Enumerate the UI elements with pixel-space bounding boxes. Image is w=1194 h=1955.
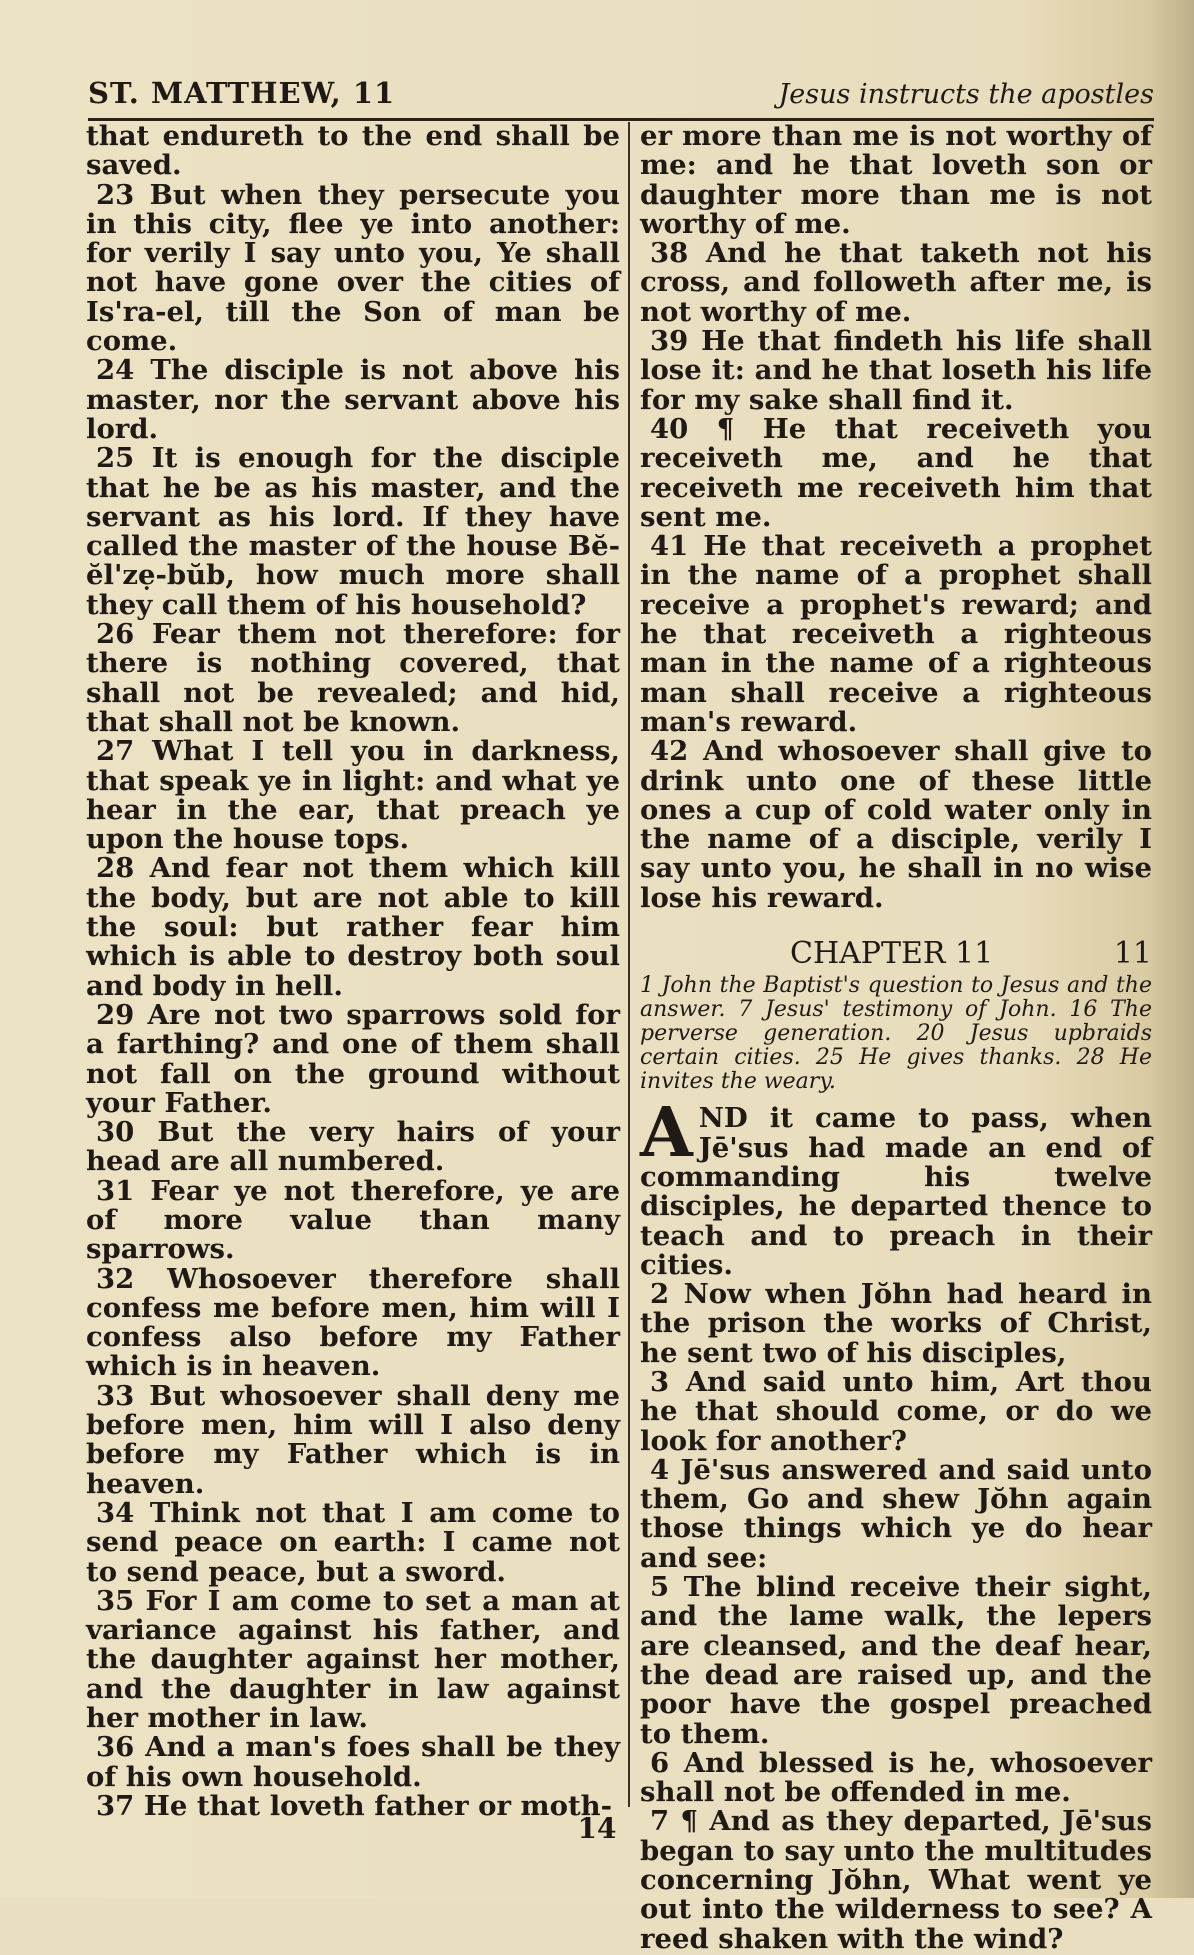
verse-text: It is enough for the disciple that he be as his master, and the servant as his lord. If they have called the master of the house Bĕ-ĕl'zẹ-bŭb, how much more shall they call them of his household? (86, 442, 621, 621)
verse-text: And said unto him, Art thou he that should come, or do we look for another? (640, 1365, 1152, 1457)
verse-number: 36 (96, 1731, 146, 1764)
left-column (86, 120, 621, 1822)
verse-number: 25 (96, 442, 152, 475)
left-verse (86, 1379, 621, 1500)
verse-number: 29 (96, 998, 148, 1031)
verse-number: 35 (96, 1584, 146, 1617)
verse-1 (640, 1093, 1152, 1281)
verse-number: 39 (650, 325, 702, 358)
verse-text: The disciple is not above his master, nor the servant above his lord. (86, 354, 620, 445)
left-verse (86, 737, 620, 854)
right-verse (640, 122, 1152, 239)
verse-text: And he that taketh not his cross, and followeth after me, is not worthy of me. (640, 237, 1152, 328)
left-verse (86, 1262, 620, 1383)
right-column (640, 120, 1152, 1955)
chapter-verse (640, 1746, 1152, 1809)
verse-number: 37 (96, 1789, 144, 1822)
right-verse (640, 532, 1152, 737)
verse-number: 4 (650, 1453, 681, 1486)
verse-number: 2 (650, 1278, 684, 1311)
verse-text: And whosoever shall give to drink unto one of these little ones a cup of cold water only in the name of a disciple, verily I say unto you, he shall in no wise lose his reward. (640, 735, 1152, 914)
right-verse (640, 737, 1152, 913)
verse-text: And fear not them which kill the body, but are not able to kill the soul: but rather fear him which is able to destroy both soul and body in hell. (86, 852, 621, 1002)
verse-number: 31 (96, 1174, 151, 1207)
chapter-verse (640, 1365, 1152, 1457)
verse-number: 6 (650, 1746, 684, 1779)
verse-text: that endureth to the end shall be saved. (86, 120, 620, 182)
verse-text: Fear them not therefore: for there is nothing covered, that shall not be revealed; and hid, that shall not be known. (86, 618, 620, 738)
verse-text: But the very hairs of your head are all numbered. (86, 1116, 620, 1178)
verse-text: Jē'sus answered and said unto them, Go and shew Jŏhn again those things which ye do hear and see: (640, 1453, 1152, 1574)
right-verse (640, 327, 1152, 415)
right-column-verses (640, 122, 1152, 913)
left-verse (86, 122, 620, 181)
left-verse (86, 356, 620, 444)
chapter-verse (640, 1453, 1152, 1574)
chapter-heading (640, 936, 1152, 972)
verse-text: The blind receive their sight, and the lame walk, the lepers are cleansed, and the deaf hear, the dead are raised up, and the poor have the gospel preached to them. (640, 1571, 1152, 1750)
left-verse (86, 1584, 620, 1735)
page-number: 14 (577, 1812, 617, 1845)
verse-number: 3 (650, 1365, 686, 1398)
verse-number: 28 (96, 852, 150, 885)
verse-text: He that loveth father or moth- (143, 1789, 613, 1822)
right-verse (640, 412, 1152, 533)
verse-number: 42 (650, 735, 703, 768)
verse-number: 26 (96, 618, 152, 651)
verse-number: 32 (96, 1262, 168, 1295)
running-head: ST. MATTHEW, 11 (88, 76, 396, 110)
verse-number: 24 (96, 354, 151, 387)
verse-number: 30 (96, 1116, 158, 1149)
left-verse (86, 998, 620, 1119)
drop-cap: A (640, 1093, 693, 1174)
verse-text: Now when Jŏhn had heard in the prison the works of Christ, he sent two of his disciples, (640, 1278, 1152, 1369)
left-verse (86, 1733, 620, 1792)
verse-number: 40 ¶ (650, 412, 763, 445)
verse-text: Fear ye not therefore, ye are of more value than many sparrows. (86, 1174, 620, 1266)
chapter-verses (640, 1280, 1152, 1954)
verse-text: But whosoever shall deny me before men, him will I also deny before my Father which is in heaven. (86, 1379, 621, 1500)
verse-text: Think not that I am come to send peace on earth: I came not to send peace, but a sword. (86, 1496, 620, 1588)
verse-number: 23 (96, 178, 150, 211)
left-verse (86, 620, 620, 737)
verse-text: He that findeth his life shall lose it: and he that loseth his life for my sake shall find it. (640, 325, 1152, 416)
page-header (88, 60, 1154, 121)
verse-text: What I tell you in darkness, that speak ye in light: and what ye hear in the ear, that preach ye upon the house tops. (86, 735, 620, 856)
verse-number: 5 (650, 1571, 684, 1604)
column-divider (628, 122, 630, 1807)
verse-text: For I am come to set a man at variance against his father, and the daughter against her mother, and the daughter in law against her mother in law. (86, 1584, 620, 1735)
verse-number: 34 (96, 1496, 150, 1529)
chapter-verse (640, 1573, 1152, 1749)
right-verse (640, 239, 1152, 327)
chapter-title: CHAPTER 11 (790, 936, 994, 972)
verse-number: 41 (650, 530, 704, 563)
verse-text: And blessed is he, whosoever shall not be offended in me. (640, 1746, 1152, 1809)
verse-number: 7 ¶ (650, 1805, 710, 1838)
left-verse (86, 854, 620, 1000)
verse-number: 27 (96, 735, 153, 768)
verse-number: 38 (650, 237, 706, 270)
left-verse (86, 444, 620, 620)
verse-text: er more than me is not worthy of me: and he that loveth son or daughter more than me is not worthy of me. (640, 120, 1152, 240)
verse-text: But when they persecute you in this city, flee ye into another: for verily I say unto you, Ye shall not have gone over the cities of Is'ra-el, till the Son of man be come. (86, 178, 620, 358)
page-topic: Jesus instructs the apostles (778, 79, 1154, 110)
left-verse (86, 1174, 620, 1266)
verse-text: He that receiveth a prophet in the name of a prophet shall receive a prophet's reward; and he that receiveth a righteous man in the name of a righteous man shall receive a righteous man's reward. (640, 530, 1152, 738)
chapter-verse (640, 1280, 1152, 1368)
verse-number: 33 (96, 1379, 150, 1412)
verse-text: He that receiveth you receiveth me, and he that receiveth me receiveth him that sent me. (640, 412, 1152, 533)
chapter-number: 11 (1113, 936, 1152, 972)
verse-1-text: ND it came to pass, when Jē'sus had made an end of commanding his twelve disciples, he departed thence to teach and to preach in their cities. (640, 1102, 1152, 1281)
left-verse (86, 1496, 620, 1588)
verse-text: And as they departed, Jē'sus began to say unto the multitudes concerning Jŏhn, What went ye out into the wilderness to see? A reed shaken with the wind? (640, 1805, 1152, 1955)
left-verse (86, 178, 620, 358)
chapter-summary: 1 John the Baptist's question to Jesus and the answer. 7 Jesus' testimony of John. 16 The perverse generation. 20 Jesus upbraids certain cities. 25 He gives thanks. 28 He invites the weary. (640, 973, 1152, 1095)
left-verse (86, 1118, 620, 1177)
verse-text: Whosoever therefore shall confess me before men, him will I confess also before my Father which is in heaven. (86, 1262, 620, 1383)
verse-text: And a man's foes shall be they of his own household. (86, 1731, 620, 1793)
verse-text: Are not two sparrows sold for a farthing? and one of them shall not fall on the ground without your Father. (86, 998, 620, 1119)
